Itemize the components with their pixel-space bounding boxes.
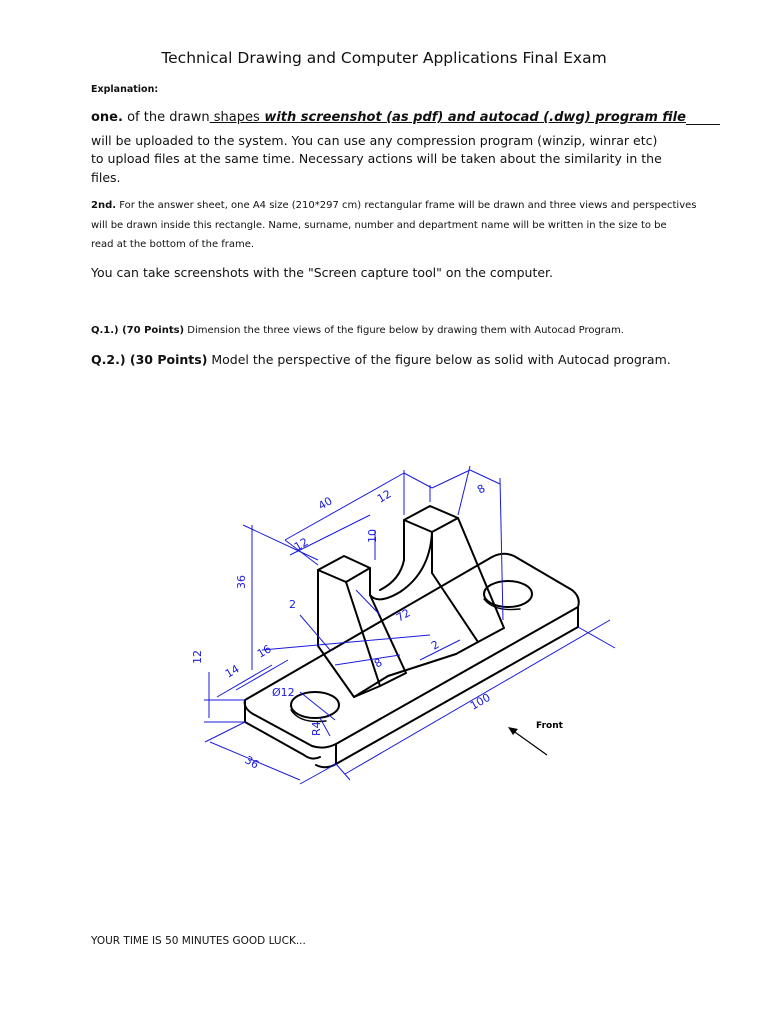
dim-16: 16 <box>255 642 274 661</box>
front-label: Front <box>536 721 563 731</box>
dim-dia-12: Ø12 <box>272 686 295 699</box>
question-2-text: Model the perspective of the figure below as solid with Autocad program. <box>207 352 671 367</box>
exam-title: Technical Drawing and Computer Applications Final Exam <box>161 49 607 67</box>
question-1-text: Dimension the three views of the figure below by drawing them with Autocad Program. <box>184 325 624 336</box>
paragraph-1-line-4: files. <box>91 170 121 185</box>
dim-r4: R4 <box>310 721 323 736</box>
dim-2-right: 2 <box>429 637 442 653</box>
dim-12-left: 12 <box>292 535 311 554</box>
dim-12-top: 12 <box>375 487 394 506</box>
front-arrow-shaft <box>512 730 547 755</box>
dim-8-mid: 8 <box>372 655 385 671</box>
dimension-lines <box>204 466 615 784</box>
dim-40: 40 <box>316 494 335 513</box>
dim-10: 10 <box>366 529 379 543</box>
question-1-label: Q.1.) (70 Points) <box>91 325 185 336</box>
question-2-label: Q.2.) (30 Points) <box>91 352 208 367</box>
dim-14: 14 <box>223 662 242 681</box>
paragraph-2-line-3: read at the bottom of the frame. <box>91 239 255 250</box>
paragraph-1-line-3: to upload files at the same time. Necessary actions will be taken about the similarity in the <box>91 151 662 166</box>
paragraph-2-number: 2nd. <box>91 200 117 211</box>
paragraph-1-text-a: of the drawn <box>122 110 210 125</box>
dim-36-depth: 36 <box>242 753 262 772</box>
paragraph-1-emphasis: with screenshot (as pdf) and autocad (.dwg) program file <box>259 110 686 125</box>
paragraph-2-line-1-text: For the answer sheet, one A4 size (210*297 cm) rectangular frame will be drawn and three views and perspectives <box>116 200 697 211</box>
dim-36-height: 36 <box>235 575 248 589</box>
footer-note: YOUR TIME IS 50 MINUTES GOOD LUCK... <box>91 935 306 947</box>
dim-12-base: 12 <box>191 650 204 664</box>
paragraph-1-text-b: shapes <box>209 110 260 125</box>
paragraph-2-line-2: will be drawn inside this rectangle. Name, surname, number and department name will be written in the size to be <box>91 220 667 231</box>
dim-8-top: 8 <box>475 481 488 497</box>
screenshot-note: You can take screenshots with the "Screen capture tool" on the computer. <box>91 265 554 280</box>
dim-72: 72 <box>394 606 413 625</box>
paragraph-1-line-2: will be uploaded to the system. You can use any compression program (winzip, winrar etc) <box>91 133 658 148</box>
dim-100: 100 <box>468 690 493 713</box>
paragraph-1-number: one. <box>91 110 123 125</box>
dimension-labels <box>191 482 493 772</box>
dim-2-left: 2 <box>289 598 296 611</box>
explanation-label: Explanation: <box>91 84 159 95</box>
front-indicator <box>508 721 564 755</box>
